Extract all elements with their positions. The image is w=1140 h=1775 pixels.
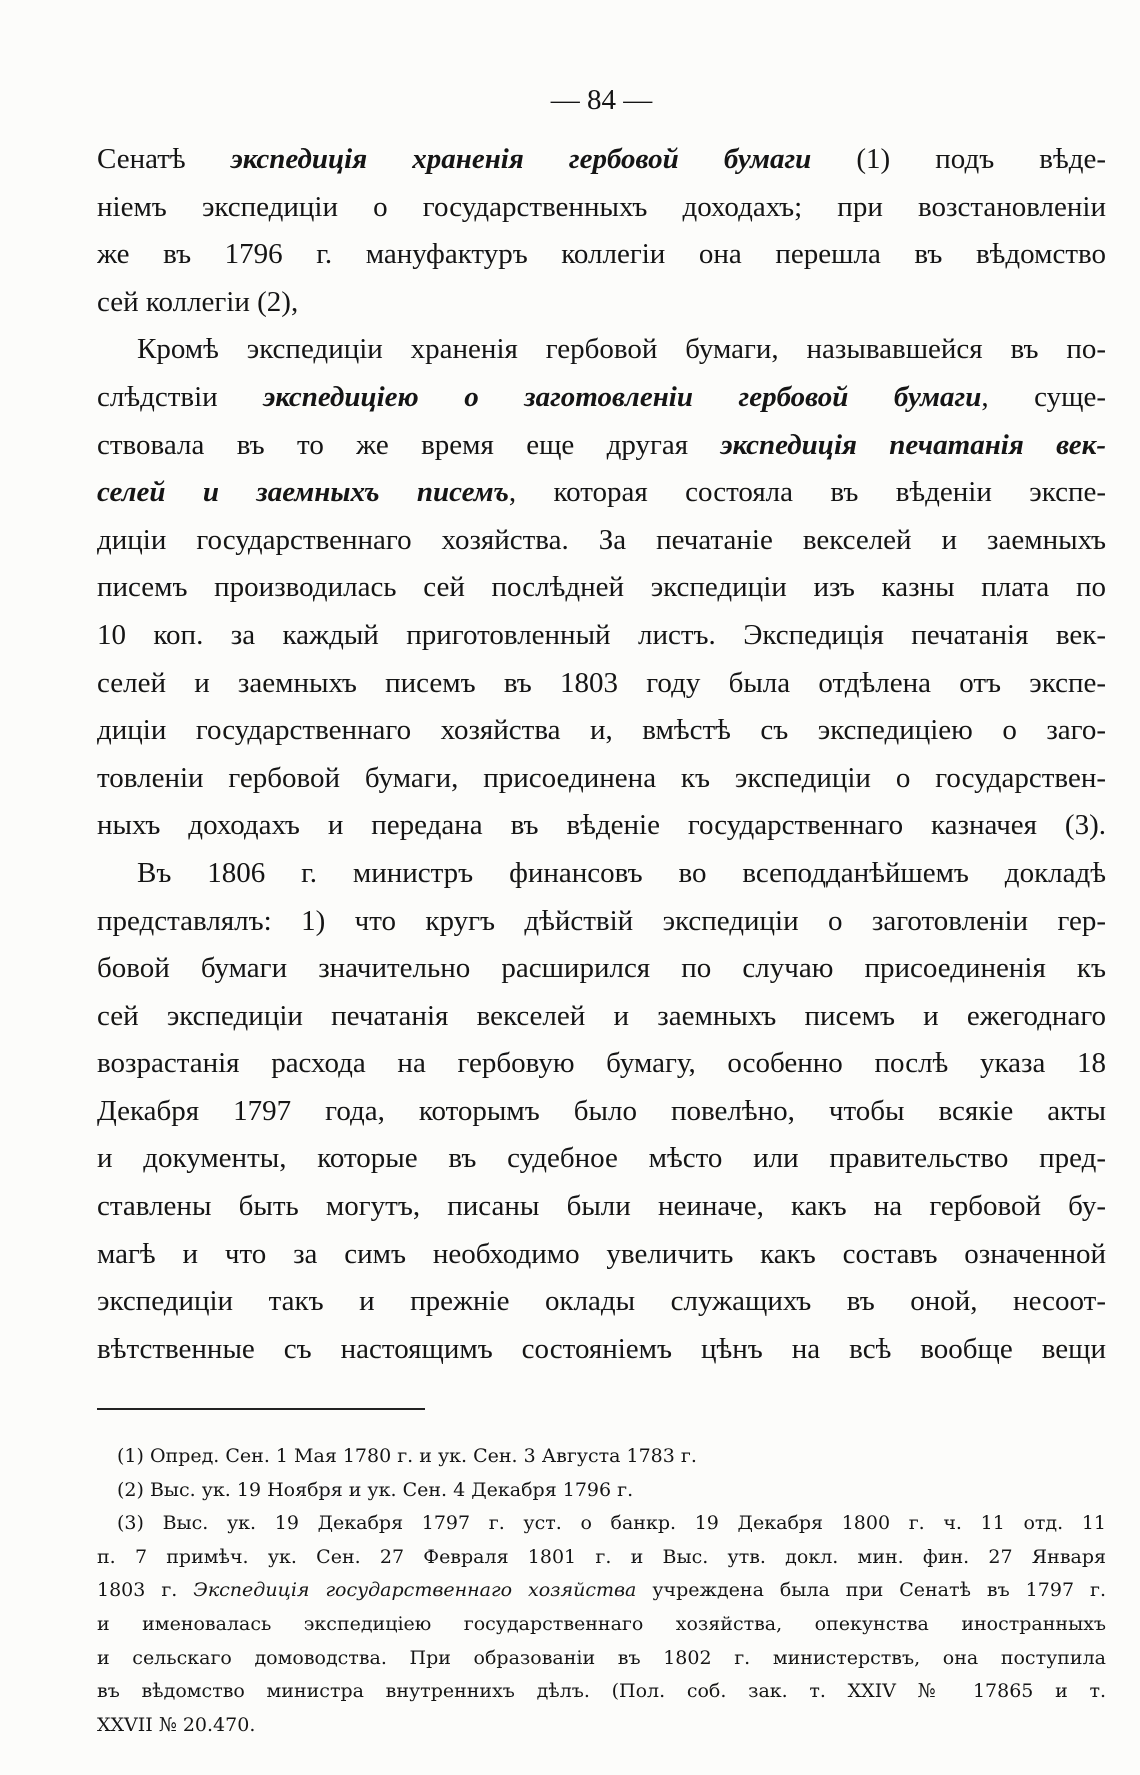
footnote-rule: [97, 1408, 425, 1410]
footnote-line: XXVII № 20.470.: [97, 1713, 256, 1736]
body-line: же въ 1796 г. мануфактуръ коллегіи она перешла въ вѣдомство: [97, 238, 1106, 271]
body-line: ныхъ доходахъ и передана въ вѣденіе государственнаго казначея (3).: [97, 809, 1106, 842]
text-segment: (1) подъ вѣде-: [856, 143, 1106, 175]
italic-term: экспедиція храненія гербовой бумаги: [230, 143, 812, 175]
body-line: ніемъ экспедиціи о государственныхъ доходахъ; при возстановленіи: [97, 190, 1106, 223]
footnote-line: п. 7 примѣч. ук. Сен. 27 Февраля 1801 г. и Выс. утв. докл. мин. фин. 27 Января: [97, 1545, 1106, 1568]
body-line: и документы, которые въ судебное мѣсто или правительство пред-: [97, 1142, 1106, 1175]
body-line: селей и заемныхъ писемъ въ 1803 году была отдѣлена отъ экспе-: [97, 666, 1106, 699]
body-line: представлялъ: 1) что кругъ дѣйствій экспедиціи о заготовленіи гер-: [97, 904, 1106, 937]
page-number: — 84 —: [550, 84, 653, 116]
footnote-line: и именовалась экспедиціею государственнаго хозяйства, опекунства иностранныхъ: [97, 1612, 1106, 1635]
body-line: товленіи гербовой бумаги, присоединена къ экспедиціи о государствен-: [97, 761, 1106, 794]
text-segment: , суще-: [981, 380, 1106, 413]
body-line: магѣ и что за симъ необходимо увеличить какъ составъ означенной: [97, 1237, 1106, 1270]
body-line: Декабря 1797 года, которымъ было повелѣно, чтобы всякіе акты: [97, 1094, 1106, 1127]
body-line: сей коллегіи (2),: [97, 285, 299, 318]
footnote-line: (2) Выс. ук. 19 Ноября и ук. Сен. 4 Декабря 1796 г.: [117, 1478, 634, 1501]
body-line: сей экспедиціи печатанія векселей и заемныхъ писемъ и ежегоднаго: [97, 999, 1106, 1032]
text-segment: 1803 г.: [97, 1579, 178, 1602]
body-line: диціи государственнаго хозяйства. За печатаніе векселей и заемныхъ: [97, 523, 1106, 556]
footnote-line: въ вѣдомство министра внутреннихъ дѣлъ. (Пол. соб. зак. т. XXIV № 17865 и т.: [97, 1680, 1106, 1703]
body-line: бовой бумаги значительно расширился по случаю присоединенія къ: [97, 952, 1106, 985]
text-segment: Сенатѣ: [97, 143, 186, 175]
footnote-line: (3) Выс. ук. 19 Декабря 1797 г. уст. о банкр. 19 Декабря 1800 г. ч. 11 отд. 11: [117, 1512, 1106, 1535]
italic-term: селей и заемныхъ писемъ: [97, 476, 509, 509]
text-segment: ствовала въ то же время еще другая: [97, 428, 689, 461]
footnotes: [97, 1440, 1106, 1742]
italic-term: экспедиціею о заготовленіи гербовой бумаги: [263, 380, 982, 413]
body-line: экспедиціи такъ и прежніе оклады служащихъ въ оной, несоот-: [97, 1285, 1106, 1318]
body-line: писемъ производилась сей послѣдней экспедиціи изъ казны плата по: [97, 571, 1106, 604]
body-line: возрастанія расхода на гербовую бумагу, особенно послѣ указа 18: [97, 1047, 1106, 1080]
body-line: диціи государственнаго хозяйства и, вмѣстѣ съ экспедиціею о заго-: [97, 714, 1106, 747]
body-line: [97, 374, 1106, 422]
body-line: Кромѣ экспедиціи храненія гербовой бумаги, называвшейся въ по-: [137, 333, 1106, 366]
body-line: 10 коп. за каждый приготовленный листъ. Экспедиція печатанія век-: [97, 618, 1106, 651]
footnote-line: [97, 1574, 1106, 1608]
body-line: [97, 422, 1106, 470]
text-segment: , которая состояла въ вѣденіи экспе-: [508, 476, 1106, 509]
text-segment: учреждена была при Сенатѣ въ 1797 г.: [652, 1579, 1106, 1602]
body-line: Въ 1806 г. министръ финансовъ во всеподданѣйшемъ докладѣ: [137, 856, 1106, 889]
footnote-line: и сельскаго домоводства. При образованіи въ 1802 г. министерствъ, она поступила: [97, 1646, 1106, 1669]
italic-term: Экспедиція государственнаго хозяйства: [193, 1579, 637, 1602]
body-line: ставлены быть могутъ, писаны были неиначе, какъ на гербовой бу-: [97, 1190, 1106, 1223]
body-text: [97, 136, 1106, 1373]
footnote-line: (1) Опред. Сен. 1 Мая 1780 г. и ук. Сен. 3 Августа 1783 г.: [117, 1445, 697, 1467]
text-segment: слѣдствіи: [97, 380, 218, 413]
body-line: [97, 136, 1106, 184]
body-line: вѣтственные съ настоящимъ состояніемъ цѣнъ на всѣ вообще вещи: [97, 1332, 1106, 1365]
body-line: [97, 469, 1106, 517]
italic-term: экспедиція печатанія век-: [720, 428, 1106, 461]
